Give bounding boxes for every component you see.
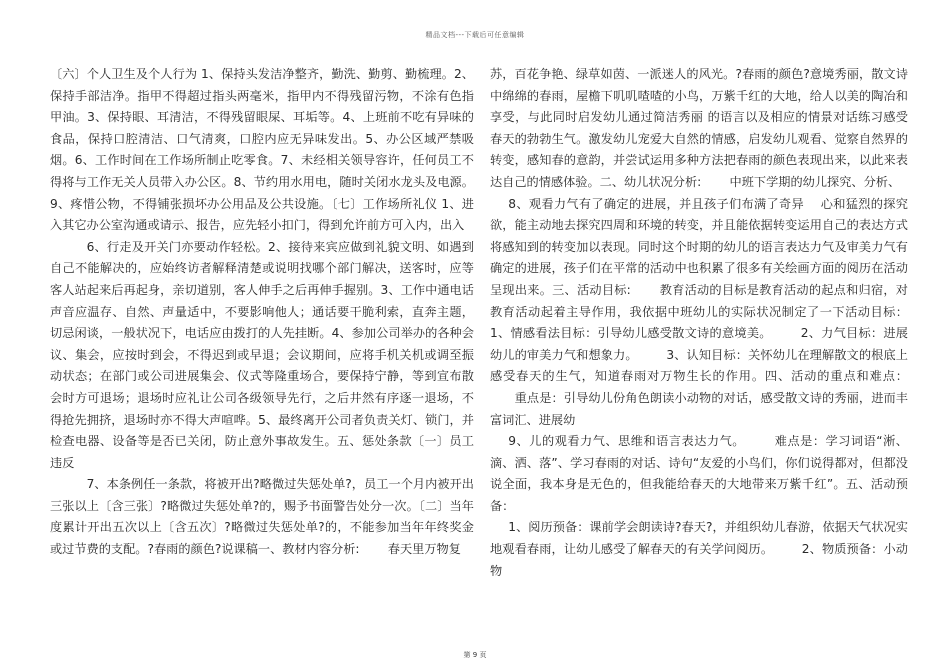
paragraph: 苏，百花争艳、绿草如茵、一派迷人的风光。?春雨的颜色?意境秀丽，散文诗中绵绵的春雨，屋檐下叽叽喳喳的小鸟，万紫千红的大地，给人以美的陶冶和享受，与此同时启发幼儿通过简洁秀丽 的语言以及相应的情景对话练习感受春天的勃勃生气。激发幼儿宠爱大自然的情感，启发幼儿观看、觉察自然界的转变，感知春的意韵，并尝试运用多种方法把春雨的颜色表现出来，以此来表达自己的情感体验。二、幼儿状况分析: 中班下学期的幼儿探究、分析、 bbox=[490, 67, 908, 189]
page-number: 第 9 页 bbox=[463, 651, 487, 659]
left-column bbox=[50, 64, 474, 561]
paragraph: 6、行走及开关门亦要动作轻松。2、接待来宾应做到礼貌文明、如遇到自己不能解决的，应始终访者解释清楚或说明找哪个部门解决，送客时，应等客人站起来后再起身，亲切道别，客人伸手之后再伸手握别。3、工作中通电话声音应温存、自然、声量适中，不要影响他人；通话要干脆利索，直奔主题，切忌闲谈，一般状况下，电话应由拨打的人先挂断。4、参加公司举办的各种会议、集会，应按时到会，不得迟到或早退；会议期间，应将手机关机或调至振动状态；在部门或公司进展集会、仪式等隆重场合，要保持宁静，等到宣布散会时方可退场；退场时应礼让公司各级领导先行，之后井然有序逐一退场，不得抢先拥挤，退场时亦不得大声喧哗。5、最终离开公司者负责关灯、锁门，并检查电器、设备等是否已关闭，防止意外事故发生。五、惩处条款〔一〕员工违反 bbox=[50, 239, 474, 470]
paragraph: 8、观看力气有了确定的进展，并且孩子们布满了奇异 心和猛烈的探究欲，能主动地去探究四周和环境的转变，并且能依据转变运用自己的表达方式将感知到的转变加以表现。同时这个时期的幼儿的语言表达力气及审美力气有确定的进展，孩子们在平常的活动中也积累了很多有关绘画方面的阅历在活动呈现出来。三、活动目标: 教育活动的目标是教育活动的起点和归宿，对教育活动起着主导作用，我依据中班幼儿的实际状况制定了一下活动目标：1、情感看法目标：引导幼儿感受散文诗的意境美。 2、力气目标：进展幼儿的审美力气和想象力。 3、认知目标：关怀幼儿在理解散文的根底上感受春天的生气，知道春雨对万物生长的作用。四、活动的重点和难点： 重点是：引导幼儿份角色朗读小动物的对话，感受散文诗的秀丽，进而丰富词汇、进展幼 bbox=[490, 196, 908, 427]
paragraph: 9、儿的观看力气、思维和语言表达力气。 难点是：学习词语“淅、滴、洒、落”、学习春雨的对话、诗句“友爱的小鸟们，你们说得都对，但都没说全面，我本身是无色的，但我能给春天的大地带来万紫千红”。五、活动预备： bbox=[490, 434, 908, 513]
page-header: 精品文档---下载后可任意编辑 bbox=[425, 31, 525, 39]
paragraph: 〔六〕个人卫生及个人行为 1、保持头发洁净整齐，勤洗、勤剪、勤梳理。2、保持手部洁净。指甲不得超过指头两毫米，指甲内不得残留污物，不涂有色指甲油。3、保持眼、耳清洁，不得残留眼屎、耳垢等。4、上班前不吃有异味的食品，保持口腔清洁、口气清爽，口腔内应无异味发出。5、办公区域严禁吸烟。6、工作时间在工作场所制止吃零食。7、未经相关领导容许，任何员工不得将与工作无关人员带入办公区。8、节约用水用电，随时关闭水龙头及电源。9、疼惜公物，不得铺张损坏办公用品及公共设施。〔七〕工作场所礼仪 1、进入其它办公室沟通或请示、报告，应先轻小扣门，得到允许前方可入内，出入 bbox=[50, 67, 474, 233]
paragraph: 1、阅历预备：课前学会朗读诗?春天?，并组织幼儿春游，依据天气状况实地观看春雨，让幼儿感受了解春天的有关学问阅历。 2、物质预备：小动物 bbox=[490, 520, 908, 578]
paragraph: 7、本条例任一条款，将被开出?略微过失惩处单?，员工一个月内被开出三张以上〔含三张〕?略微过失惩处单?的，赐予书面警告处分一次。〔二〕当年度累计开出五次以上〔含五次〕?略微过失惩处单?的，不能参加当年年终奖金或过节费的支配。?春雨的颜色?说课稿一、教材内容分析: 春天里万物复 bbox=[50, 477, 474, 557]
right-column bbox=[490, 64, 908, 582]
